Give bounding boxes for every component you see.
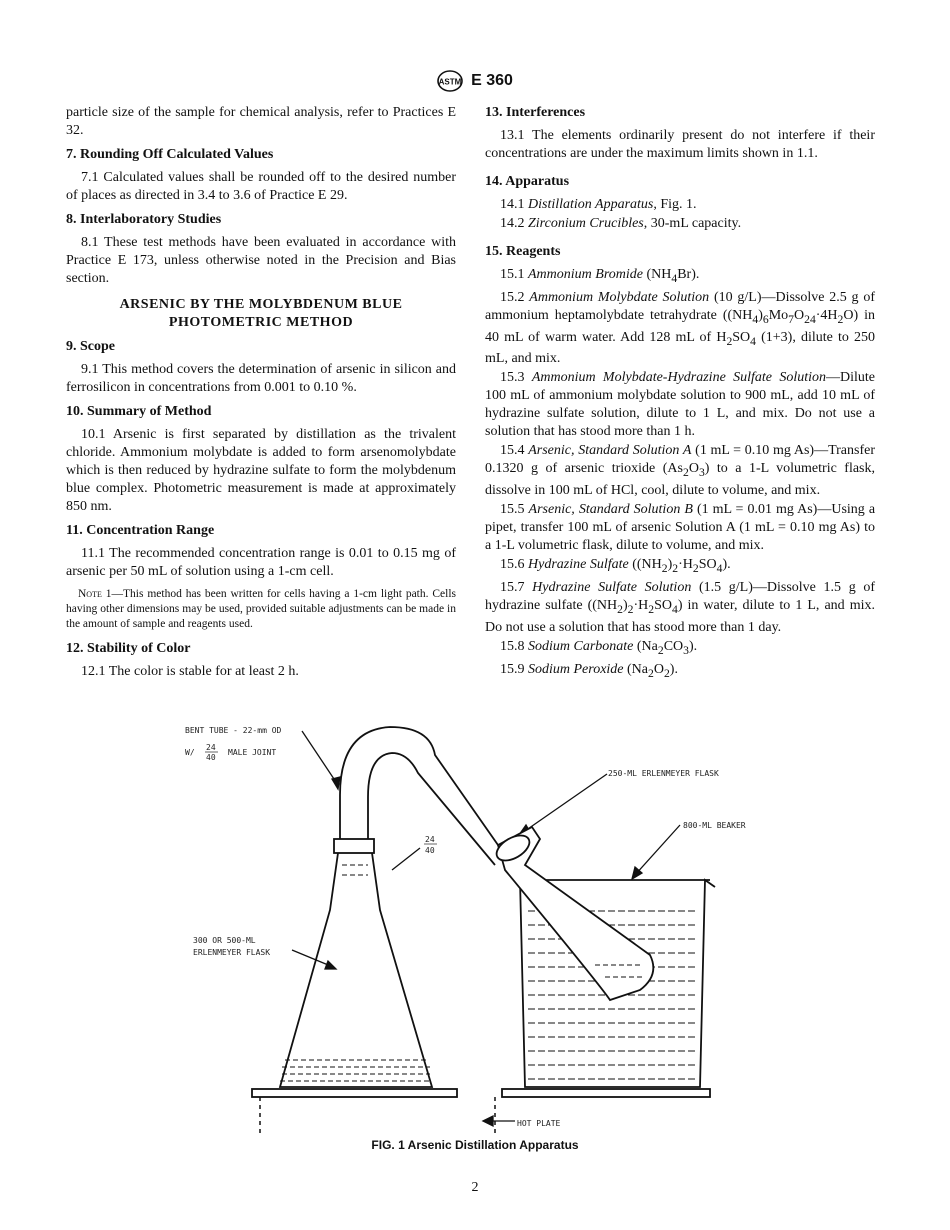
label-bent-tube: BENT TUBE - 22-mm OD: [185, 726, 282, 735]
para-15-1: 15.1 Ammonium Bromide $(NH_4Br)$.: [500, 267, 700, 285]
section-7-title: 7. Rounding Off Calculated Values: [66, 147, 274, 162]
para-9-1: 9.1 This method covers the determination of arsenic in silicon and ferrosilicon in concentrations from 0.001 to 0.10 %.: [66, 362, 456, 395]
section-8-title: 8. Interlaboratory Studies: [66, 212, 222, 227]
para-15-6: 15.6 Hydrazine Sulfate $((NH_2)_2\cdot H_2SO_4)$.: [500, 557, 731, 575]
para-15-5: 15.5 Arsenic, Standard Solution B (1 mL = 0.01 mg As)—Using a pipet, transfer 100 mL of arsenic Solution A (1 mL = 0.10 mg As) to a 1-L volumetric flask, dilute to volume, and mix.: [485, 502, 876, 554]
label-male-joint: MALE JOINT: [228, 748, 277, 757]
distillation-apparatus-figure: [180, 715, 770, 1135]
label-erlenmeyer: 250-ML ERLENMEYER FLASK: [608, 769, 719, 778]
para-13-1: 13.1 The elements ordinarily present do not interfere if their concentrations are under the maximum limits shown in 1.1.: [485, 128, 875, 161]
continued-text: particle size of the sample for chemical analysis, refer to Practices E 32.: [66, 105, 456, 138]
para-15-9: 15.9 Sodium Peroxide $(Na_2O_2)$.: [500, 661, 678, 680]
para-15-3: 15.3 Ammonium Molybdate-Hydrazine Sulfate Solution—Dilute 100 mL of ammonium molybdate solution to 900 mL, add 10 mL of hydrazine sulfate solution, dilute to 1 L, and mix. Do not use a solution that has stood more than 1 h.: [485, 370, 875, 440]
para-8-1: 8.1 These test methods have been evaluated in accordance with Practice E 173, unless otherwise noted in the Precision and Bias section.: [66, 235, 456, 286]
para-15-4: 15.4 Arsenic, Standard Solution A (1 mL = 0.10 mg As)—Transfer 0.1320 g of arsenic trioxide $(As_2O_3)$ to a 1-L volumetric flask, dissolve in 100 mL of HCl, cool, dilute to volume, and mix.: [485, 443, 875, 499]
note-1: Note 1—This method has been written for cells having a 1-cm light path. Cells having other dimensions may be used, provided suitable adjustments can be made in the amount of sample and reagents used.: [66, 588, 457, 630]
section-14-title: 14. Apparatus: [485, 174, 570, 189]
left-column: [66, 104, 456, 682]
para-14-2: 14.2 Zirconium Crucibles, 30-mL capacity.: [500, 216, 742, 231]
section-15-title: 15. Reagents: [485, 244, 561, 259]
figure-caption: FIG. 1 Arsenic Distillation Apparatus: [371, 1138, 579, 1152]
designation: E 360: [471, 72, 513, 89]
label-beaker: 800-ML BEAKER: [683, 821, 746, 830]
label-hot-plate: HOT PLATE: [517, 1119, 561, 1128]
para-15-8: 15.8 Sodium Carbonate $(Na_2CO_3)$.: [500, 638, 698, 657]
label-joint2-num: 24: [425, 835, 435, 844]
para-15-7: 15.7 Hydrazine Sulfate Solution (1.5 g/L)—Dissolve 1.5 g of hydrazine sulfate $((NH_2)_2\cdot H_2SO_4)$ in water, dilute to 1 L, and mix. Do not use a solution that has stood more than 1 day.: [485, 579, 875, 635]
method-heading: ARSENIC BY THE MOLYBDENUM BLUE PHOTOMETRIC METHOD: [119, 297, 403, 330]
label-joint2-den: 40: [425, 846, 435, 855]
section-13-title: 13. Interferences: [485, 105, 586, 120]
label-joint-den: 40: [206, 753, 216, 762]
svg-text:ASTM: ASTM: [438, 77, 462, 87]
section-9-title: 9. Scope: [66, 339, 115, 354]
para-7-1: 7.1 Calculated values shall be rounded off to the desired number of places as directed in 3.4 to 3.6 of Practice E 29.: [66, 170, 456, 203]
section-12-title: 12. Stability of Color: [66, 641, 191, 656]
section-10-title: 10. Summary of Method: [66, 404, 212, 419]
para-15-2: 15.2 Ammonium Molybdate Solution (10 g/L)—Dissolve 2.5 g of ammonium heptamolybdate tetrahydrate $((NH_4)_6Mo_7O_{24}\cdot 4H_2O)$ in 40 mL of warm water. Add 128 mL of $H_2SO_4$ (1+3), dilute to 250 mL, and mix.: [485, 289, 875, 367]
para-11-1: 11.1 The recommended concentration range is 0.01 to 0.15 mg of arsenic per 50 mL of solution using a 1-cm cell.: [66, 546, 456, 579]
para-12-1: 12.1 The color is stable for at least 2 h.: [81, 664, 299, 679]
label-joint-num: 24: [206, 743, 216, 752]
para-14-1: 14.1 Distillation Apparatus, Fig. 1.: [500, 197, 697, 212]
astm-logo-icon: [437, 70, 463, 92]
page-header: [0, 70, 950, 92]
page-number: 2: [471, 1180, 479, 1195]
label-bent-tube-w: W/: [185, 748, 195, 757]
label-flask-l1: 300 OR 500-ML: [193, 936, 256, 945]
section-11-title: 11. Concentration Range: [66, 523, 215, 538]
label-flask-l2: ERLENMEYER FLASK: [193, 948, 271, 957]
para-10-1: 10.1 Arsenic is first separated by distillation as the trivalent chloride. Ammonium molybdate is added to form arsenomolybdate which is then reduced by hydrazine sulfate to form the molybdenum blue complex. Photometric measurement is made at approximately 850 nm.: [66, 427, 456, 514]
right-column: [485, 104, 875, 683]
